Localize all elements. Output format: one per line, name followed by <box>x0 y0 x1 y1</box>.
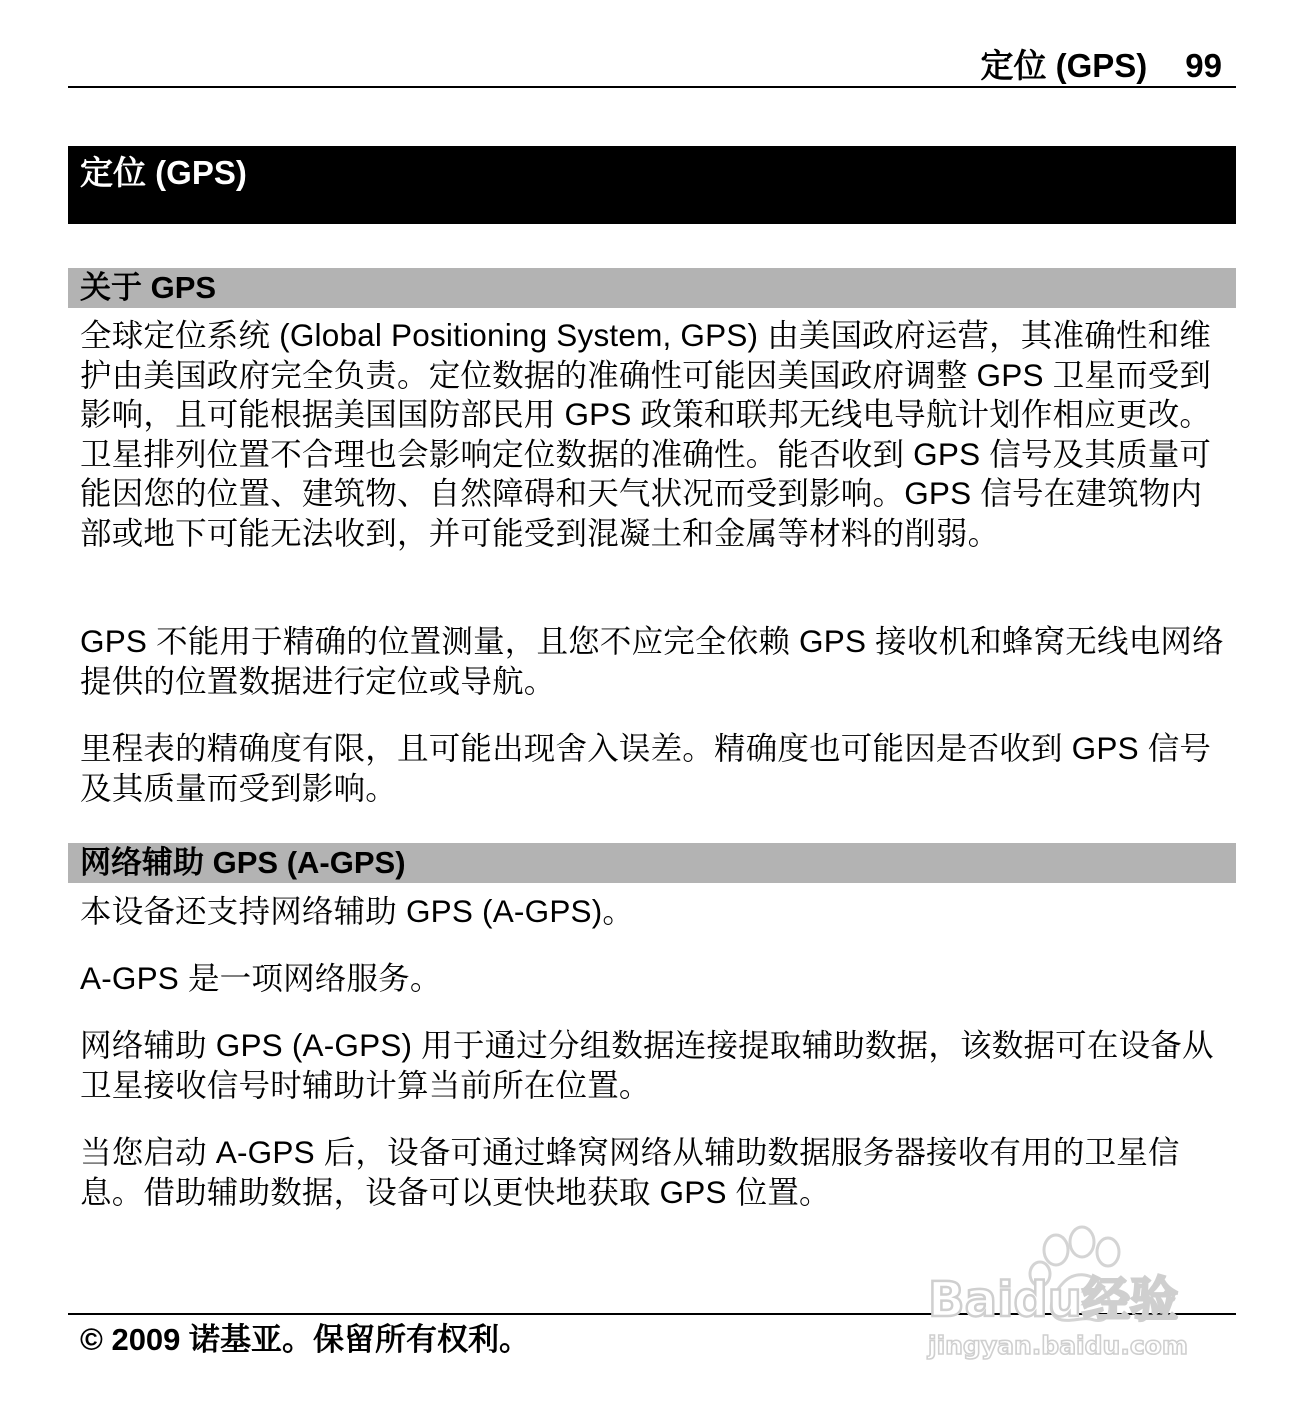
paragraph-agps-network-service: A-GPS 是一项网络服务。 <box>80 960 442 996</box>
running-title: 定位 (GPS) <box>980 47 1148 84</box>
watermark-brand: Baidu经验 <box>928 1272 1178 1328</box>
paragraph-gps-not-precise: GPS 不能用于精确的位置测量，且您不应完全依赖 GPS 接收机和蜂窝无线电网络提供的位置数据进行定位或导航。 <box>80 623 1224 699</box>
paragraph-agps-activation: 当您启动 A-GPS 后，设备可通过蜂窝网络从辅助数据服务器接收有用的卫星信息。借助辅助数据，设备可以更快地获取 GPS 位置。 <box>80 1134 1180 1210</box>
paragraph-agps-support: 本设备还支持网络辅助 GPS (A-GPS)。 <box>80 893 635 929</box>
running-header <box>68 44 1236 88</box>
section-title: 关于 GPS <box>80 270 217 305</box>
running-header-text <box>980 48 1222 84</box>
paragraph-odometer: 里程表的精确度有限，且可能出现舍入误差。精确度也可能因是否收到 GPS 信号及其质量而受到影响。 <box>80 730 1212 806</box>
paragraph-agps-description: 网络辅助 GPS (A-GPS) 用于通过分组数据连接提取辅助数据，该数据可在设备从卫星接收信号时辅助计算当前所在位置。 <box>80 1027 1214 1103</box>
section-title: 网络辅助 GPS (A-GPS) <box>80 845 406 880</box>
page-number: 99 <box>1185 47 1222 84</box>
chapter-title: 定位 (GPS) <box>80 154 247 191</box>
paragraph-gps-accuracy: 全球定位系统 (Global Positioning System, GPS) 由美国政府运营，其准确性和维护由美国政府完全负责。定位数据的准确性可能因美国政府调整 GPS 卫星而受到影响，且可能根据美国国防部民用 GPS 政策和联邦无线电导航计划作相应更改。卫星排列位置不合理也会影响定位数据的准确性。能否收到 GPS 信号及其质量可能因您的位置、建筑物、自然障碍和天气状况而受到影响。GPS 信号在建筑物内部或地下可能无法收到，并可能受到混凝土和金属等材料的削弱。 <box>80 317 1212 551</box>
watermark-url: jingyan.baidu.com <box>928 1331 1188 1360</box>
section-heading-about-gps <box>68 268 1236 308</box>
copyright-notice: © 2009 诺基亚。保留所有权利。 <box>80 1322 531 1357</box>
baidu-paw-logo-icon <box>924 1222 1224 1372</box>
section-heading-agps <box>68 843 1236 883</box>
baidu-watermark <box>924 1222 1224 1372</box>
chapter-heading-bar <box>68 146 1236 224</box>
